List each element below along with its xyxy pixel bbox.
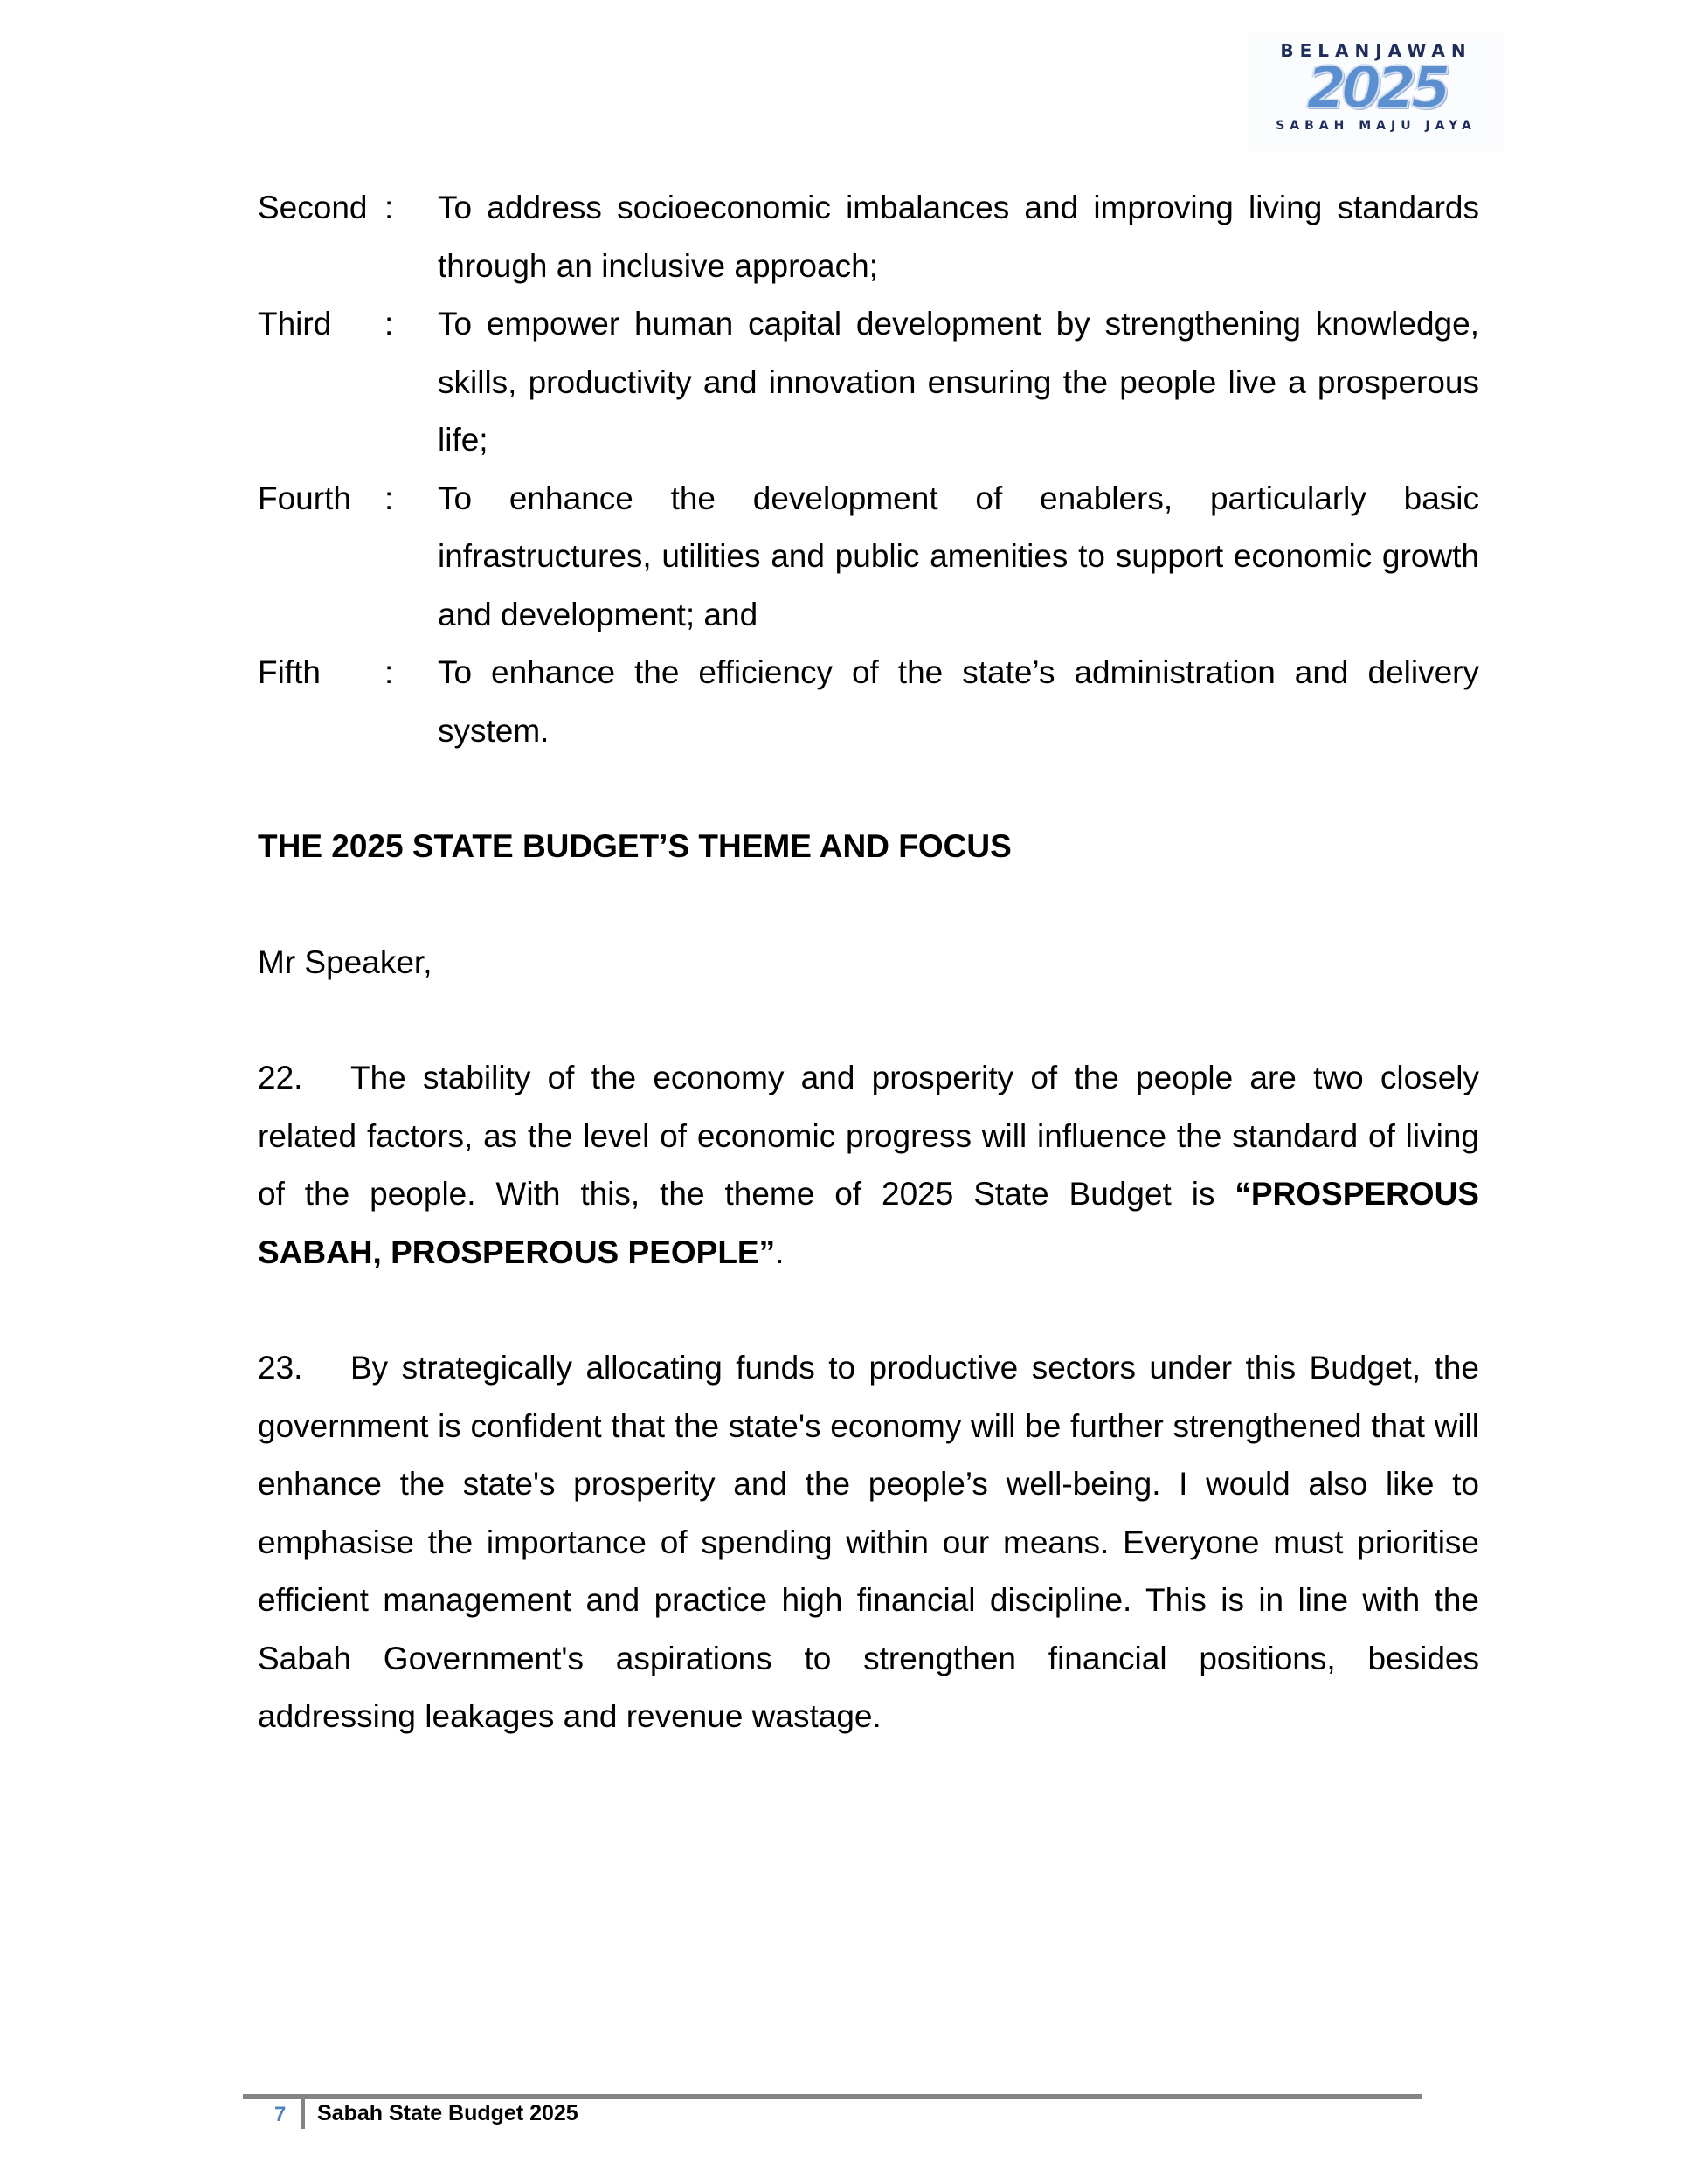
paragraph-text-end: .: [775, 1234, 785, 1270]
budget-theme: “PROSPEROUS SABAH, PROSPEROUS PEOPLE”: [258, 1176, 1479, 1270]
paragraph-text: The stability of the economy and prosperity of the people are two closely related factors, as the level of economic progress will influence the standard of living of the people. With this, the theme of 2025 State Budget is: [258, 1060, 1479, 1212]
footer-divider: [243, 2094, 1422, 2099]
footer-separator: [301, 2094, 305, 2129]
objective-third: [258, 295, 1479, 470]
objective-colon: :: [384, 306, 394, 342]
page-number: 7: [274, 2103, 287, 2126]
logo-top-text: BELANJAWAN: [1280, 40, 1472, 61]
paragraph-text: By strategically allocating funds to productive sectors under this Budget, the government is confident that the state's economy will be further strengthened that will enhance the state's prosperity and the people’s well-being. I would also like to emphasise the importance of spending within our means. Everyone must prioritise efficient management and practice high financial discipline. This is in line with the Sabah Government's aspirations to strengthen financial positions, besides addressing leakages and revenue wastage.: [258, 1350, 1479, 1734]
objective-fourth: [258, 470, 1479, 645]
objective-label: Third: [258, 306, 332, 342]
paragraph-number: 22.: [258, 1060, 303, 1095]
objective-label: Fifth: [258, 654, 321, 690]
objective-text: To enhance the development of enablers, particularly basic infrastructures, utilities and public amenities to support economic growth and development; and: [438, 480, 1479, 632]
objective-label: Fourth: [258, 480, 351, 516]
objective-text: To empower human capital development by strengthening knowledge, skills, productivity and innovation ensuring the people live a prosperous life;: [438, 306, 1479, 458]
objective-colon: :: [384, 654, 394, 690]
objective-fifth: [258, 644, 1479, 760]
logo-tagline: SABAH MAJU JAYA: [1276, 119, 1477, 133]
section-heading: THE 2025 STATE BUDGET’S THEME AND FOCUS: [258, 828, 1012, 864]
objective-second: [258, 179, 1479, 295]
paragraph-23: [258, 1339, 1479, 1746]
salutation: Mr Speaker,: [258, 943, 432, 980]
footer-title: Sabah State Budget 2025: [317, 2101, 578, 2125]
objective-label: Second: [258, 190, 368, 225]
page-body: [258, 179, 1479, 1746]
objective-colon: :: [384, 190, 394, 225]
paragraph-number: 23.: [258, 1350, 303, 1386]
belanjawan-2025-logo: [1249, 33, 1503, 151]
objective-colon: :: [384, 480, 394, 516]
logo-year: 2025: [1306, 54, 1446, 121]
paragraph-22: [258, 1049, 1479, 1282]
objective-text: To enhance the efficiency of the state’s administration and delivery system.: [438, 654, 1479, 749]
objective-text: To address socioeconomic imbalances and improving living standards through an inclusive approach;: [438, 190, 1479, 284]
